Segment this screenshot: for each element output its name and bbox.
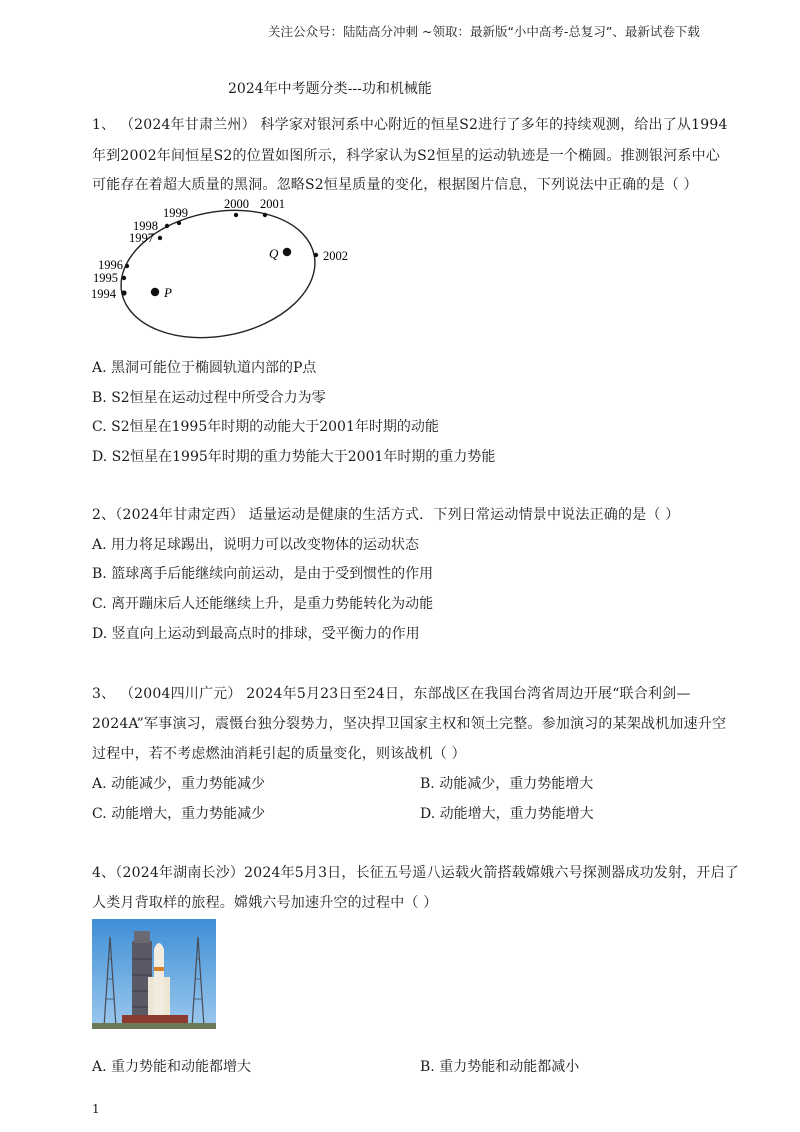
question-4-option-a: A. 重力势能和动能都增大 (92, 1059, 252, 1075)
orbit-point-1998 (165, 224, 169, 228)
page-number: 1 (92, 1102, 100, 1116)
orbit-point-2000 (234, 213, 238, 217)
question-3-option-a: A. 动能减少，重力势能减少 (92, 776, 266, 792)
question-2-option-c: C. 离开蹦床后人还能继续上升，是重力势能转化为动能 (92, 596, 434, 612)
point-p-marker (151, 288, 159, 296)
orbit-point-1996 (125, 264, 129, 268)
year-label-1999: 1999 (163, 206, 188, 220)
question-1-option-d: D. S2恒星在1995年时期的重力势能大于2001年时期的重力势能 (92, 449, 496, 465)
question-2-line-1: 2、（2024年甘肃定西） 适量运动是健康的生活方式．下列日常运动情景中说法正确的是（ ） (92, 507, 680, 523)
orbit-point-1994 (121, 290, 126, 295)
orbit-point-1999 (177, 221, 181, 225)
point-p-label: P (164, 285, 172, 300)
question-1-option-a: A. 黑洞可能位于椭圆轨道内部的P点 (92, 360, 317, 376)
question-1-line-1: 1、 （2024年甘肃兰州） 科学家对银河系中心附近的恒星S2进行了多年的持续观测，给出了从1994 (92, 117, 728, 133)
year-label-1995: 1995 (93, 271, 118, 285)
orbit-point-1995 (122, 276, 126, 280)
document-title: 2024年中考题分类---功和机械能 (228, 81, 432, 97)
orbit-point-2002 (314, 253, 318, 257)
point-q-marker (283, 248, 291, 256)
orbit-figure (85, 195, 365, 345)
orbit-point-1997 (158, 236, 162, 240)
year-label-2000: 2000 (224, 197, 249, 211)
year-label-1996: 1996 (98, 258, 123, 272)
question-2-option-b: B. 篮球离手后能继续向前运动，是由于受到惯性的作用 (92, 566, 434, 582)
question-1-line-2: 年到2002年间恒星S2的位置如图所示，科学家认为S2恒星的运动轨迹是一个椭圆。推测银河系中心 (92, 148, 721, 164)
point-q-label: Q (269, 246, 279, 261)
question-4-line-2: 人类月背取样的旅程。嫦娥六号加速升空的过程中（ ） (92, 895, 438, 911)
page-header: 关注公众号：陆陆高分冲刺 ~领取：最新版“小中高考-总复习”、最新试卷下载 (268, 24, 700, 39)
year-label-1994: 1994 (91, 287, 116, 301)
question-3-option-c: C. 动能增大，重力势能减少 (92, 806, 266, 822)
question-3-line-2: 2024A”军事演习，震慑台独分裂势力，坚决捍卫国家主权和领土完整。参加演习的某架战机加速升空 (92, 716, 727, 732)
question-3-line-3: 过程中，若不考虑燃油消耗引起的质量变化，则该战机（ ） (92, 746, 466, 762)
question-3-option-d: D. 动能增大，重力势能增大 (420, 806, 594, 822)
question-4-option-b: B. 重力势能和动能都减小 (420, 1059, 580, 1075)
year-label-2001: 2001 (260, 197, 285, 211)
rocket-body (154, 949, 164, 1015)
question-1-option-c: C. S2恒星在1995年时期的动能大于2001年时期的动能 (92, 419, 439, 435)
question-2-option-a: A. 用力将足球踢出，说明力可以改变物体的运动状态 (92, 537, 420, 553)
year-label-2002: 2002 (323, 249, 348, 263)
question-1-line-3: 可能存在着超大质量的黑洞。忽略S2恒星质量的变化，根据图片信息，下列说法中正确的是（ ） (92, 177, 698, 193)
question-1-option-b: B. S2恒星在运动过程中所受合力为零 (92, 390, 326, 406)
question-2-option-d: D. 竖直向上运动到最高点时的排球，受平衡力的作用 (92, 626, 420, 642)
year-label-1998: 1998 (133, 219, 158, 233)
orbit-ellipse (110, 195, 326, 345)
launch-platform (122, 1015, 188, 1023)
question-3-line-1: 3、 （2004四川广元） 2024年5月23日至24日，东部战区在我国台湾省周边开展“联合利剑— (92, 686, 691, 702)
year-label-1997: 1997 (129, 231, 154, 245)
question-3-option-b: B. 动能减少，重力势能增大 (420, 776, 594, 792)
question-4-line-1: 4、（2024年湖南长沙）2024年5月3日，长征五号遥八运载火箭搭载嫦娥六号探测器成功发射，开启了 (92, 865, 739, 881)
rocket-launch-photo (92, 919, 216, 1029)
orbit-point-2001 (263, 213, 267, 217)
